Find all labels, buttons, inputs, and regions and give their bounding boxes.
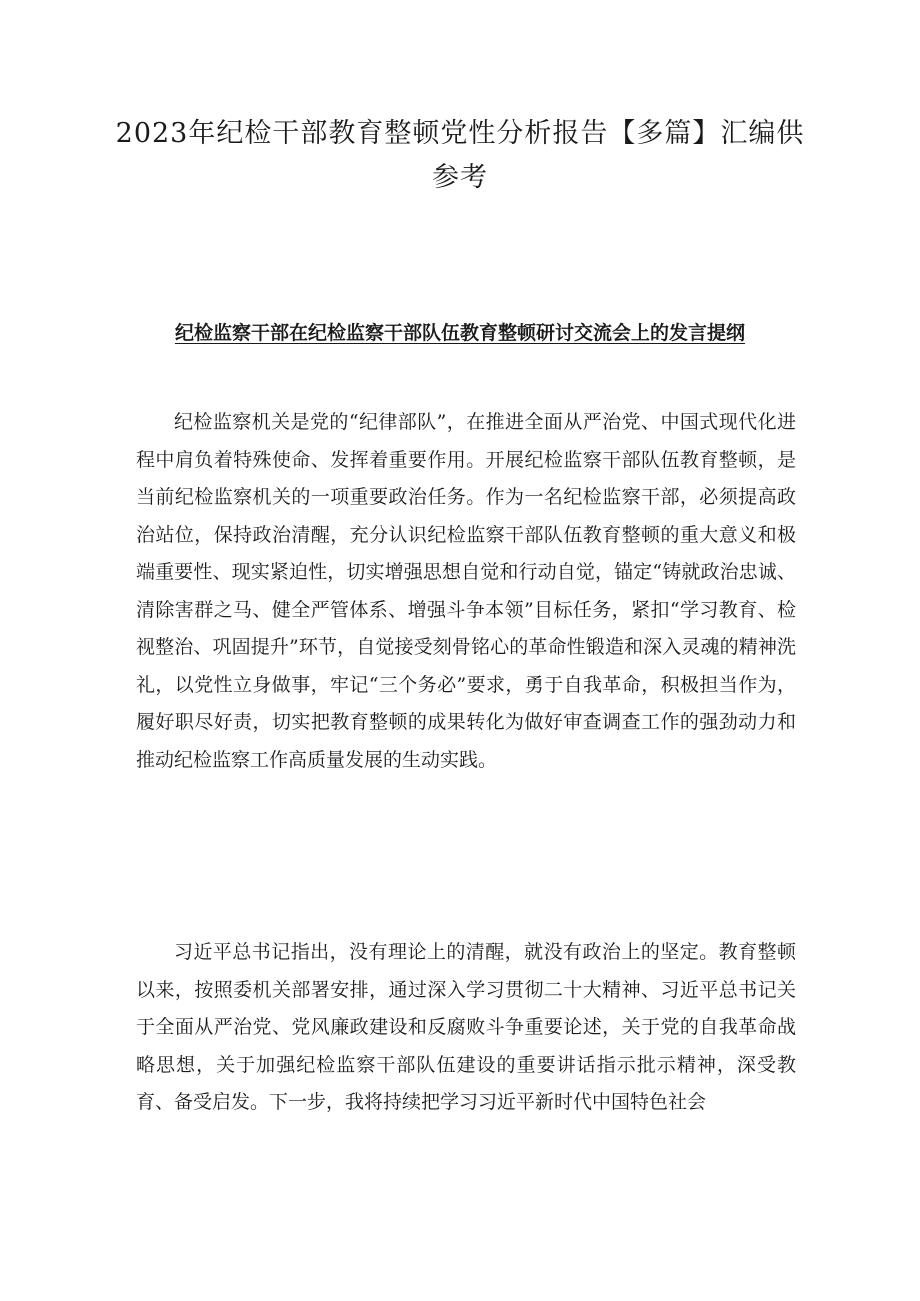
- body-paragraph: 习近平总书记指出，没有理论上的清醒，就没有政治上的坚定。教育整顿以来，按照委机关部署安排，通过深入学习贯彻二十大精神、习近平总书记关于全面从严治党、党风廉政建设和反腐败斗争重要论述，关于党的自我革命战略思想，关于加强纪检监察干部队伍建设的重要讲话指示批示精神，深受教育、备受启发。下一步，我将持续把学习习近平新时代中国特色社会: [136, 941, 796, 1113]
- body-paragraph: 纪检监察机关是党的“纪律部队”，在推进全面从严治党、中国式现代化进程中肩负着特殊使命、发挥着重要作用。开展纪检监察干部队伍教育整顿，是当前纪检监察机关的一项重要政治任务。作为一名纪检监察干部，必须提高政治站位，保持政治清醒，充分认识纪检监察干部队伍教育整顿的重大意义和极端重要性、现实紧迫性，切实增强思想自觉和行动自觉，锚定“铸就政治忠诚、清除害群之马、健全严管体系、增强斗争本领”目标任务，紧扣“学习教育、检视整治、巩固提升”环节，自觉接受刻骨铭心的革命性锻造和深入灵魂的精神洗礼，以党性立身做事，牢记“三个务必”要求，勇于自我革命，积极担当作为，履好职尽好责，切实把教育整顿的成果转化为做好审查调查工作的强劲动力和推动纪检监察工作高质量发展的生动实践。: [136, 411, 796, 771]
- section-heading: 纪检监察干部在纪检监察干部队伍教育整顿研讨交流会上的发言提纲: [174, 322, 745, 344]
- document-title: 2023年纪检干部教育整顿党性分析报告【多篇】汇编供参考: [115, 118, 805, 193]
